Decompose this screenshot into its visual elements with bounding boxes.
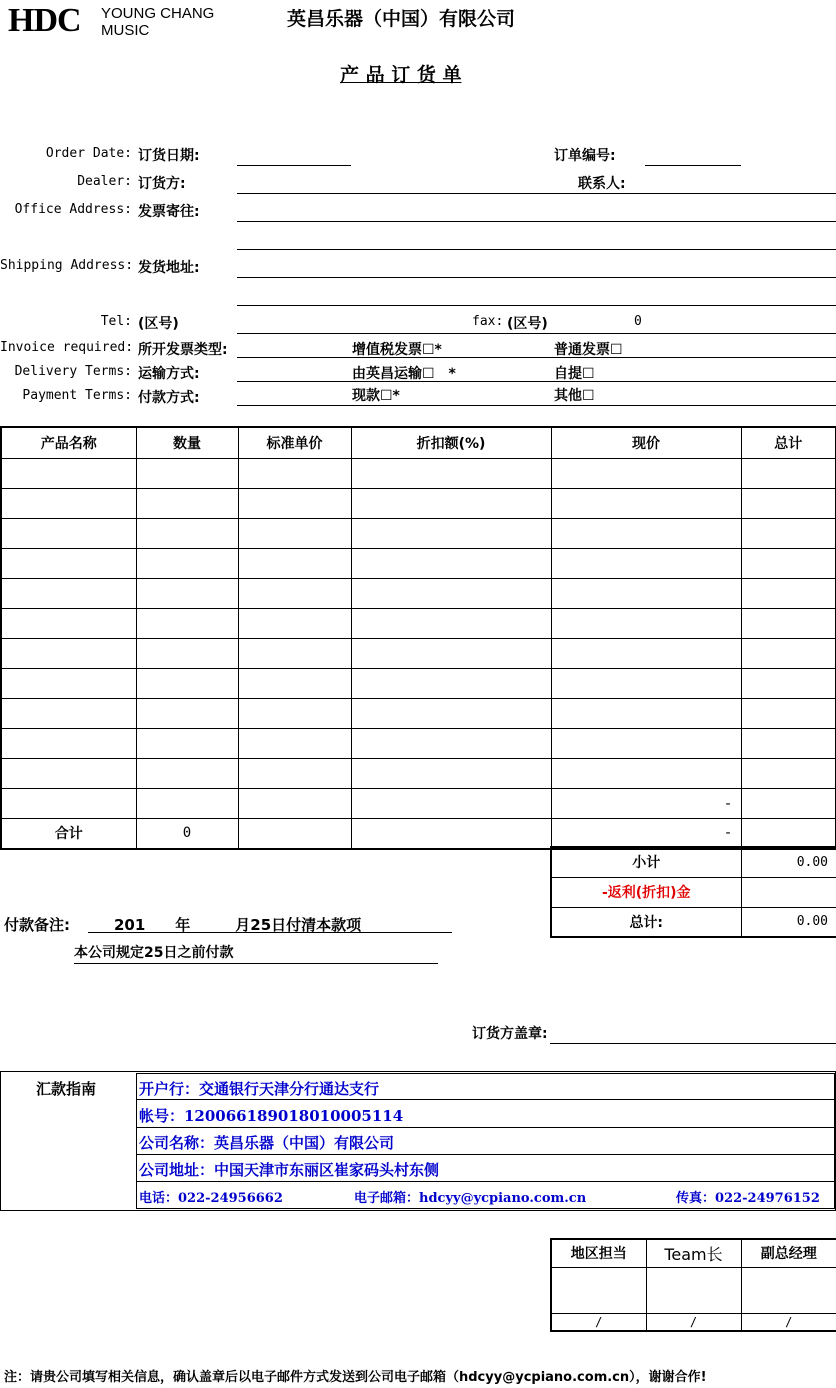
- total-discount: [351, 819, 551, 849]
- approval-sign-team-lead[interactable]: [646, 1267, 741, 1313]
- cell-current-price[interactable]: [551, 759, 741, 789]
- approval-sign-regional[interactable]: [551, 1267, 646, 1313]
- cell-unit-price[interactable]: [238, 459, 351, 489]
- remit-email[interactable]: 电子邮箱：hdcyy@ycpiano.com.cn: [354, 1191, 587, 1206]
- col-header-total: 总计: [741, 427, 836, 459]
- remit-address: 公司地址：中国天津市东丽区崔家码头村东侧: [139, 1161, 440, 1179]
- office-address-field[interactable]: [237, 221, 836, 222]
- payment-cash-option[interactable]: 现款☐*: [352, 388, 400, 404]
- approval-table: [550, 1238, 836, 1332]
- cell-current-price[interactable]: [551, 669, 741, 699]
- cell-quantity[interactable]: [136, 579, 238, 609]
- cell-quantity[interactable]: [136, 609, 238, 639]
- rebate-value[interactable]: [741, 877, 836, 907]
- cell-quantity[interactable]: [136, 639, 238, 669]
- cell-discount[interactable]: [351, 699, 551, 729]
- cell-discount[interactable]: [351, 609, 551, 639]
- dealer-field[interactable]: [237, 193, 836, 194]
- cell-product-name[interactable]: [1, 489, 136, 519]
- remit-divider-3: [136, 1154, 834, 1155]
- cell-unit-price[interactable]: [238, 609, 351, 639]
- payment-method-label: 付款方式:: [138, 390, 200, 406]
- payment-note-underline1: [88, 932, 452, 933]
- cell-unit-price[interactable]: [238, 789, 351, 819]
- approval-date-row: [551, 1313, 836, 1331]
- delivery-field: [237, 381, 836, 382]
- cell-total[interactable]: [741, 759, 836, 789]
- table-row: [1, 789, 836, 819]
- grand-total-row: [551, 907, 836, 937]
- summary-table: [550, 846, 836, 938]
- table-row: [1, 759, 836, 789]
- total-total: [741, 819, 836, 849]
- cell-total[interactable]: [741, 609, 836, 639]
- cell-unit-price[interactable]: [238, 729, 351, 759]
- remit-account: 帐号：120066189018010005114: [139, 1107, 404, 1125]
- remit-fax: 传真：022-24976152: [676, 1191, 820, 1206]
- payment-label-en: Payment Terms:: [22, 388, 132, 403]
- cell-total[interactable]: [741, 519, 836, 549]
- invoice-type-label: 所开发票类型:: [138, 342, 228, 358]
- table-total-row: [1, 819, 836, 849]
- table-row: [1, 489, 836, 519]
- cell-current-price[interactable]: [551, 459, 741, 489]
- cell-product-name[interactable]: [1, 639, 136, 669]
- cell-discount[interactable]: [351, 549, 551, 579]
- dealer-label: 订货方:: [138, 176, 186, 192]
- cell-quantity[interactable]: [136, 459, 238, 489]
- approval-sign-vp[interactable]: [741, 1267, 836, 1313]
- delivery-method-label: 运输方式:: [138, 366, 200, 382]
- grand-total-value: 0.00: [741, 907, 836, 937]
- office-address-label-en: Office Address:: [14, 202, 132, 217]
- table-row: [1, 609, 836, 639]
- cell-quantity[interactable]: [136, 549, 238, 579]
- approval-sign-row: [551, 1267, 836, 1313]
- remit-divider-1: [136, 1099, 834, 1100]
- cell-total[interactable]: [741, 789, 836, 819]
- table-row: [1, 519, 836, 549]
- cell-unit-price[interactable]: [238, 669, 351, 699]
- cell-unit-price[interactable]: [238, 639, 351, 669]
- cell-discount[interactable]: [351, 519, 551, 549]
- logo-mark: HDC: [8, 2, 81, 39]
- cell-discount[interactable]: [351, 759, 551, 789]
- table-row: [1, 669, 836, 699]
- table-row: [1, 459, 836, 489]
- payment-other-option[interactable]: 其他☐: [554, 388, 595, 404]
- shipping-address-field-line2[interactable]: [237, 305, 836, 306]
- col-header-unit-price: 标准单价: [238, 427, 351, 459]
- cell-product-name[interactable]: [1, 669, 136, 699]
- cell-current-price[interactable]: [551, 699, 741, 729]
- cell-discount[interactable]: [351, 729, 551, 759]
- cell-product-name[interactable]: [1, 549, 136, 579]
- cell-discount[interactable]: [351, 459, 551, 489]
- footer-note: 注：请贵公司填写相关信息，确认盖章后以电子邮件方式发送到公司电子邮箱（hdcyy@ycpiano.com.cn），谢谢合作!: [4, 1370, 707, 1385]
- cell-current-price[interactable]: [551, 579, 741, 609]
- remit-divider-4: [136, 1181, 834, 1182]
- payment-field: [237, 405, 836, 406]
- total-unit-price: [238, 819, 351, 849]
- dealer-label-en: Dealer:: [77, 174, 132, 189]
- cell-product-name[interactable]: [1, 609, 136, 639]
- cell-product-name[interactable]: [1, 519, 136, 549]
- total-current-price: -: [551, 819, 741, 849]
- cell-total[interactable]: [741, 579, 836, 609]
- invoice-regular-option[interactable]: 普通发票☐: [554, 342, 623, 358]
- cell-discount[interactable]: [351, 669, 551, 699]
- payment-note-line2: 本公司规定25日之前付款: [74, 945, 234, 961]
- cell-total[interactable]: [741, 489, 836, 519]
- approval-date-regional[interactable]: /: [551, 1313, 646, 1331]
- cell-unit-price[interactable]: [238, 699, 351, 729]
- approval-header-row: [551, 1239, 836, 1267]
- cell-unit-price[interactable]: [238, 759, 351, 789]
- page-title: 产 品 订 货 单: [340, 64, 462, 86]
- remit-phone: 电话：022-24956662: [139, 1191, 283, 1206]
- col-header-product-name: 产品名称: [1, 427, 136, 459]
- rebate-label: -返利(折扣)金: [551, 877, 741, 907]
- office-address-label: 发票寄往:: [138, 204, 200, 220]
- shipping-address-field[interactable]: [237, 277, 836, 278]
- cell-product-name[interactable]: [1, 789, 136, 819]
- table-header-row: [1, 427, 836, 459]
- cell-quantity[interactable]: [136, 669, 238, 699]
- fax-area-code-label: (区号): [507, 316, 548, 332]
- approval-regional: 地区担当: [551, 1239, 646, 1267]
- col-header-quantity: 数量: [136, 427, 238, 459]
- rebate-row: [551, 877, 836, 907]
- col-header-current-price: 现价: [551, 427, 741, 459]
- order-number-field[interactable]: [645, 165, 741, 166]
- cell-discount[interactable]: [351, 639, 551, 669]
- delivery-pickup-option[interactable]: 自提☐: [554, 366, 595, 382]
- fax-label-en: fax:: [472, 314, 504, 329]
- remit-bank: 开户行：交通银行天津分行通达支行: [139, 1080, 380, 1098]
- cell-total[interactable]: [741, 639, 836, 669]
- cell-discount[interactable]: [351, 489, 551, 519]
- cell-current-price[interactable]: -: [551, 789, 741, 819]
- total-quantity: 0: [136, 819, 238, 849]
- contact-label: 联系人:: [578, 176, 626, 192]
- grand-total-label: 总计:: [551, 907, 741, 937]
- subtotal-label: 小计: [551, 847, 741, 877]
- cell-product-name[interactable]: [1, 759, 136, 789]
- delivery-yc-option[interactable]: 由英昌运输☐ *: [352, 366, 456, 382]
- cell-product-name[interactable]: [1, 729, 136, 759]
- delivery-label-en: Delivery Terms:: [14, 364, 132, 379]
- seal-label: 订货方盖章:: [472, 1026, 548, 1042]
- cell-total[interactable]: [741, 699, 836, 729]
- approval-team-lead: Team长: [646, 1239, 741, 1267]
- remit-divider-2: [136, 1127, 834, 1128]
- cell-current-price[interactable]: [551, 489, 741, 519]
- total-product-name: 合计: [1, 819, 136, 849]
- product-table: [0, 426, 836, 850]
- table-row: [1, 729, 836, 759]
- cell-total[interactable]: [741, 669, 836, 699]
- cell-total[interactable]: [741, 729, 836, 759]
- order-date-label: 订货日期:: [138, 148, 200, 164]
- cell-current-price[interactable]: [551, 609, 741, 639]
- table-row: [1, 549, 836, 579]
- order-date-field[interactable]: [237, 165, 351, 166]
- cell-current-price[interactable]: [551, 519, 741, 549]
- cell-total[interactable]: [741, 459, 836, 489]
- subtotal-value: 0.00: [741, 847, 836, 877]
- company-name: 英昌乐器（中国）有限公司: [287, 8, 516, 30]
- approval-vp: 副总经理: [741, 1239, 836, 1267]
- tel-label-en: Tel:: [100, 314, 132, 329]
- cell-discount[interactable]: [351, 579, 551, 609]
- seal-field[interactable]: [550, 1043, 836, 1044]
- tel-fax-field[interactable]: [237, 333, 836, 334]
- office-address-field-line2[interactable]: [237, 249, 836, 250]
- cell-quantity[interactable]: [136, 699, 238, 729]
- fax-value: 0: [634, 314, 642, 329]
- tel-area-code-label: (区号): [138, 316, 179, 332]
- logo-text-line1: YOUNG CHANG: [101, 5, 215, 22]
- shipping-address-label-en: Shipping Address:: [0, 258, 134, 273]
- cell-unit-price[interactable]: [238, 579, 351, 609]
- logo-text-line2: MUSIC: [101, 22, 150, 39]
- payment-note-line1: 201 年 月25日付清本款项: [114, 916, 362, 934]
- cell-unit-price[interactable]: [238, 489, 351, 519]
- cell-discount[interactable]: [351, 789, 551, 819]
- cell-quantity[interactable]: [136, 519, 238, 549]
- invoice-vat-option[interactable]: 增值税发票☐*: [352, 342, 442, 358]
- invoice-field: [237, 357, 836, 358]
- cell-product-name[interactable]: [1, 579, 136, 609]
- remit-company: 公司名称：英昌乐器（中国）有限公司: [139, 1134, 395, 1152]
- payment-note-underline2: [74, 963, 438, 964]
- table-row: [1, 579, 836, 609]
- subtotal-row: [551, 847, 836, 877]
- cell-quantity[interactable]: [136, 759, 238, 789]
- cell-current-price[interactable]: [551, 639, 741, 669]
- order-number-label: 订单编号:: [554, 148, 616, 164]
- cell-quantity[interactable]: [136, 789, 238, 819]
- approval-date-vp[interactable]: /: [741, 1313, 836, 1331]
- cell-quantity[interactable]: [136, 729, 238, 759]
- cell-product-name[interactable]: [1, 459, 136, 489]
- cell-product-name[interactable]: [1, 699, 136, 729]
- cell-unit-price[interactable]: [238, 519, 351, 549]
- cell-unit-price[interactable]: [238, 549, 351, 579]
- order-date-label-en: Order Date:: [45, 146, 132, 161]
- table-row: [1, 639, 836, 669]
- cell-current-price[interactable]: [551, 549, 741, 579]
- approval-date-team-lead[interactable]: /: [646, 1313, 741, 1331]
- payment-note-label: 付款备注:: [4, 916, 70, 934]
- table-row: [1, 699, 836, 729]
- col-header-discount: 折扣额(%): [351, 427, 551, 459]
- cell-current-price[interactable]: [551, 729, 741, 759]
- cell-quantity[interactable]: [136, 489, 238, 519]
- remittance-label: 汇款指南: [36, 1080, 97, 1098]
- shipping-address-label: 发货地址:: [138, 260, 200, 276]
- cell-total[interactable]: [741, 549, 836, 579]
- invoice-label-en: Invoice required:: [0, 340, 134, 355]
